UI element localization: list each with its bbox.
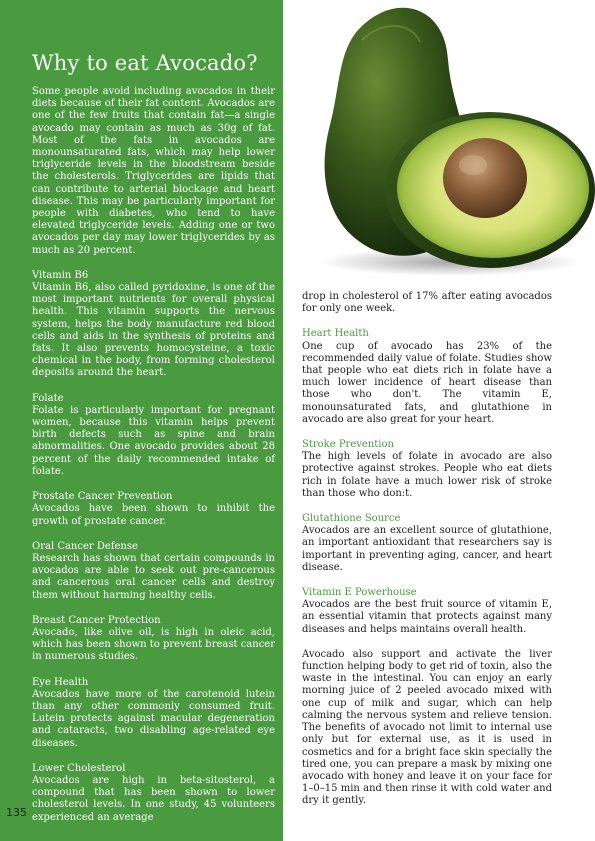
closing-paragraph: Avocado also support and activate the liver function helping body to get rid of toxin, also the waste in the intestinal. You can enjoy an early morning juice of 2 peeled avocado mixed with one cup of milk and sugar, which can help calming the nervous system and relieve tension. The benefits of avocado not limit to internal use only but for external use, as it is used in cosmetics and for a bright face skin specially the tired one, you can prepare a mask by mixing one avocado with honey and leave it on your face for 1–0–15 min and then rinse it with cold water and dry it gently. xyxy=(302,648,552,807)
section-lower-cholesterol xyxy=(32,763,275,824)
section-text: Avocados are an excellent source of glutathione, an important antioxidant that researchers say is important in preventing aging, cancer, and heart disease. xyxy=(302,525,552,573)
section-glutathione xyxy=(302,513,552,574)
page-title: Why to eat Avocado? xyxy=(32,51,258,75)
section-heading: Eye Health xyxy=(32,676,89,688)
left-column xyxy=(32,86,275,824)
section-text: Avocados are high in beta-sitosterol, a compound that has been shown to lower cholesterol levels. In one study, 45 volunteers experienced an average xyxy=(32,774,275,823)
section-heading: Vitamin B6 xyxy=(32,269,89,281)
section-text: Avocado, like olive oil, is high in oleic acid, which has been shown to prevent breast cancer in numerous studies. xyxy=(32,626,275,663)
section-vitamin-e xyxy=(302,587,552,636)
section-text: Avocados have more of the carotenoid lutein than any other commonly consumed fruit. Lutein protects against macular degeneration and cataracts, two disabling age-related eye diseases. xyxy=(32,688,275,749)
section-breast-cancer xyxy=(32,615,275,664)
section-eye-health xyxy=(32,677,275,750)
section-text: The high levels of folate in avocado are also protective against strokes. People who eat diets rich in folate have a much lower risk of stroke than those who don:t. xyxy=(302,451,552,499)
section-heading: Breast Cancer Protection xyxy=(32,614,161,626)
section-text: Avocados have been shown to inhibit the growth of prostate cancer. xyxy=(32,503,275,527)
continuation-text: drop in cholesterol of 17% after eating avocados for only one week. xyxy=(302,291,552,315)
avocado-photo xyxy=(300,0,595,290)
section-heading: Glutathione Source xyxy=(302,513,401,525)
section-text: One cup of avocado has 23% of the recommended daily value of folate. Studies show that people who eat diets rich in folate have a much lower incidence of heart disease than those who don't. The vitamin E, monounsaturated fats, and glutathione in avocado are also great for your heart. xyxy=(302,340,552,425)
page-number: 135 xyxy=(6,806,27,819)
section-oral-cancer xyxy=(32,541,275,602)
right-column xyxy=(302,291,552,808)
section-heading: Heart Health xyxy=(302,328,369,340)
section-text: Vitamin B6, also called pyridoxine, is one of the most important nutrients for overall physical health. This vitamin supports the nervous system, helps the body manufacture red blood cells and aids in the synthesis of proteins and fats. It also prevents homocysteine, a toxic chemical in the body, from forming cholesterol deposits around the heart. xyxy=(32,282,275,379)
intro-paragraph: Some people avoid including avocados in their diets because of their fat content. Avocados are one of the few fruits that contain fat—a single avocado may contain as much as 30g of fat. Most of the fats in avocados are monounsaturated fats, which may help lower triglyceride levels in the bloodstream beside the cholesterols. Triglycerides are lipids that can contribute to arterial blockage and heart disease. This may be particularly important for people with diabetes, who tend to have elevated triglyceride levels. Adding one or two avocados per day may lower triglycerides by as much as 20 percent. xyxy=(32,86,275,256)
section-heading: Vitamin E Powerhouse xyxy=(302,587,417,599)
section-stroke-prevention xyxy=(302,439,552,500)
section-heading: Folate xyxy=(32,392,64,404)
section-heading: Oral Cancer Defense xyxy=(32,540,138,552)
section-text: Avocados are the best fruit source of vitamin E, an essential vitamin that protects against many diseases and helps maintains overall health. xyxy=(302,599,552,635)
section-heart-health xyxy=(302,328,552,426)
section-text: Folate is particularly important for pregnant women, because this vitamin helps prevent birth defects such as spine and brain abnormalities. One avocado provides about 28 percent of the daily recommended intake of folate. xyxy=(32,404,275,477)
section-heading: Prostate Cancer Prevention xyxy=(32,491,173,503)
section-heading: Stroke Prevention xyxy=(302,439,394,451)
section-heading: Lower Cholesterol xyxy=(32,762,126,774)
section-folate xyxy=(32,393,275,478)
section-vitamin-b6 xyxy=(32,270,275,380)
section-prostate-cancer xyxy=(32,491,275,528)
section-text: Research has shown that certain compounds in avocados are able to seek out pre-cancerous and cancerous oral cancer cells and destroy them without harming healthy cells. xyxy=(32,552,275,601)
